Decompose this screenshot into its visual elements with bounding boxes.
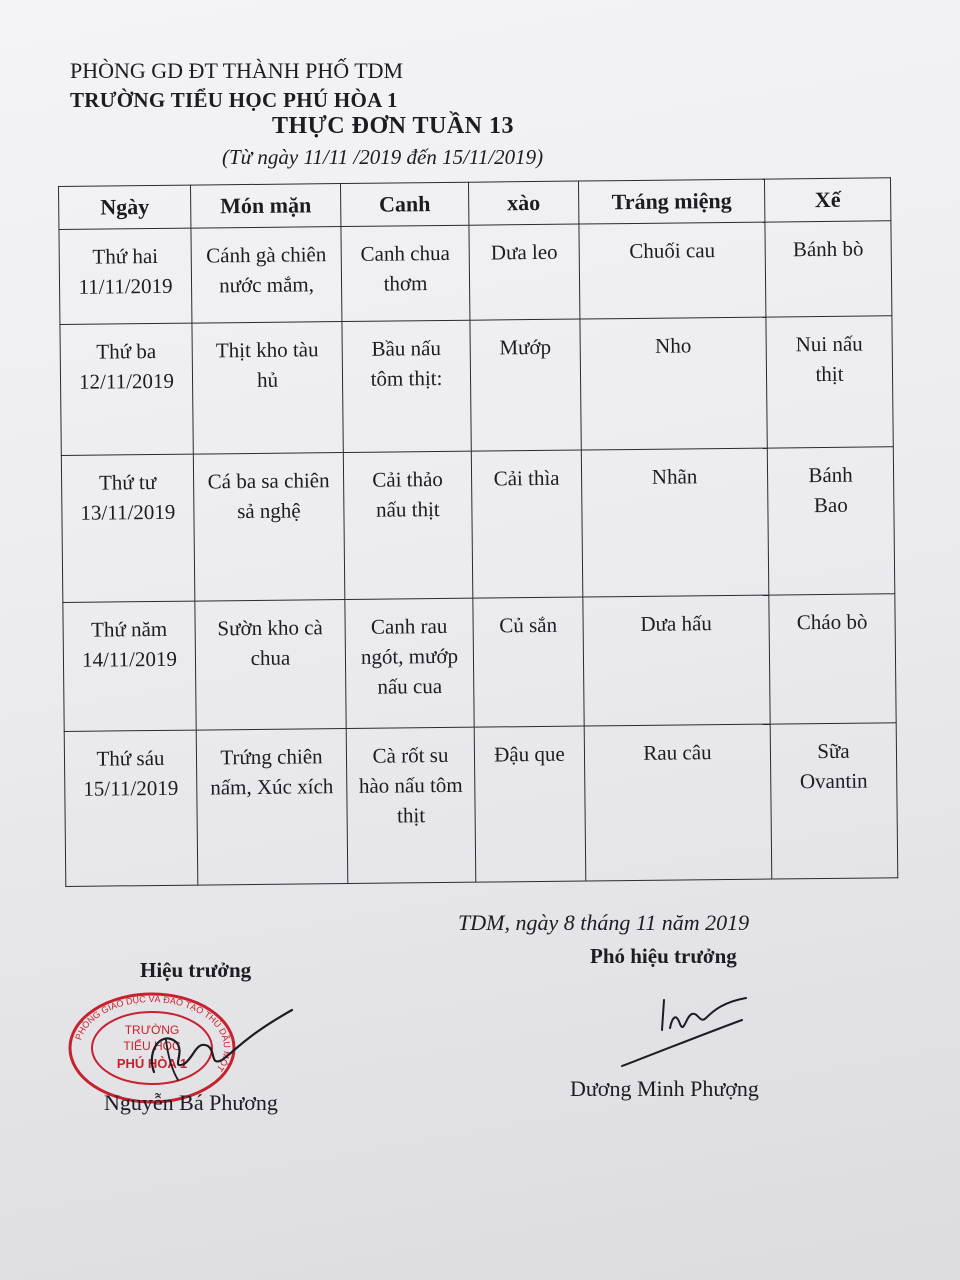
page-title: THỰC ĐƠN TUẦN 13 xyxy=(272,113,515,139)
dessert-text: Chuối cau xyxy=(629,238,716,264)
main-dish-text: hủ xyxy=(256,367,279,392)
snack-text: Cháo bò xyxy=(796,609,868,635)
column-header-day: Ngày xyxy=(59,185,191,229)
soup-cell xyxy=(342,320,471,452)
principal-name: Nguyễn Bá Phương xyxy=(104,1090,278,1115)
dessert-text: Nho xyxy=(654,333,692,358)
stamp-text-line-2: TIỂU HỌC xyxy=(123,1039,181,1053)
date-range: (Từ ngày 11/11 /2019 đến 15/11/2019) xyxy=(222,145,544,169)
main-dish-text: Cánh gà chiên xyxy=(206,242,327,268)
stir-fry-text: Củ sắn xyxy=(499,612,558,638)
table-row xyxy=(60,316,893,456)
dessert-cell xyxy=(581,448,769,597)
snack-cell xyxy=(767,447,895,595)
weekday-label: Thứ tư xyxy=(98,469,157,495)
main-dish-text: Thịt kho tàu xyxy=(215,337,319,363)
soup-text: thơm xyxy=(383,271,428,296)
stir-fry-cell xyxy=(469,224,580,320)
soup-text: Cải thảo xyxy=(372,466,443,492)
date-label: 11/11/2019 xyxy=(78,273,173,299)
snack-text: thịt xyxy=(815,361,844,387)
table-row xyxy=(64,723,898,887)
weekday-label: Thứ sáu xyxy=(96,745,165,771)
soup-text: nấu cua xyxy=(377,674,443,699)
dessert-cell xyxy=(579,222,766,319)
snack-cell xyxy=(769,594,896,724)
stir-fry-text: Dưa leo xyxy=(490,239,558,265)
table-row xyxy=(59,221,892,325)
day-cell xyxy=(59,228,192,324)
snack-text: Sữa xyxy=(817,738,850,764)
main-dish-text: sả nghệ xyxy=(236,498,301,524)
day-cell xyxy=(60,323,193,455)
soup-cell xyxy=(345,598,474,728)
menu-table-wrapper xyxy=(58,177,898,887)
main-dish-cell xyxy=(196,729,348,886)
snack-cell xyxy=(770,723,898,879)
stamp-text-line-1: TRƯỜNG xyxy=(124,1023,180,1037)
date-label: 12/11/2019 xyxy=(78,368,175,394)
main-dish-text: nấm, Xúc xích xyxy=(210,774,334,800)
snack-text: Ovantin xyxy=(799,768,868,794)
soup-cell xyxy=(346,727,476,883)
column-header-snack: Xế xyxy=(764,178,890,222)
menu-table-body xyxy=(59,221,898,887)
column-header-main-dish: Món mặn xyxy=(190,184,340,229)
soup-text: Canh rau xyxy=(370,613,448,639)
school-name: TRƯỜNG TIỂU HỌC PHÚ HÒA 1 xyxy=(70,88,398,112)
dessert-cell xyxy=(583,595,770,726)
snack-text: Bao xyxy=(813,492,848,518)
weekday-label: Thứ hai xyxy=(92,243,159,269)
snack-text: Bánh bò xyxy=(792,236,864,262)
stir-fry-cell xyxy=(470,319,581,451)
snack-cell xyxy=(766,316,893,448)
snack-text: Bánh xyxy=(808,462,853,488)
vice-principal-name: Dương Minh Phượng xyxy=(570,1076,759,1101)
soup-text: tôm thịt: xyxy=(370,365,443,391)
department-name: PHÒNG GD ĐT THÀNH PHỐ TDM xyxy=(70,58,404,83)
principal-title: Hiệu trưởng xyxy=(140,958,252,982)
weekday-label: Thứ năm xyxy=(90,616,168,642)
stir-fry-text: Cải thìa xyxy=(493,465,560,491)
dessert-cell xyxy=(580,317,767,450)
dessert-cell xyxy=(584,724,772,881)
main-dish-text: Cá ba sa chiên xyxy=(207,468,330,494)
soup-text: Cà rốt su xyxy=(372,742,449,768)
main-dish-text: Sườn kho cà xyxy=(217,615,323,641)
main-dish-cell xyxy=(191,227,342,324)
vice-principal-title: Phó hiệu trưởng xyxy=(590,944,737,968)
column-header-soup: Canh xyxy=(340,182,468,226)
day-cell xyxy=(64,730,198,886)
main-dish-text: nước mắm, xyxy=(219,272,315,298)
soup-text: nấu thịt xyxy=(375,497,440,522)
stamp-ring-text: PHÒNG GIÁO DỤC VÀ ĐÀO TẠO THỦ DẦU MỘT xyxy=(73,993,233,1074)
day-cell xyxy=(63,601,196,731)
soup-text: Canh chua xyxy=(360,240,450,266)
main-dish-text: Trứng chiên xyxy=(220,744,323,770)
main-dish-text: chua xyxy=(250,645,291,671)
main-dish-cell xyxy=(192,322,343,455)
soup-text: Bầu nấu xyxy=(371,335,442,361)
dessert-text: Dưa hấu xyxy=(640,611,712,636)
dessert-text: Rau câu xyxy=(643,740,712,765)
snack-cell xyxy=(765,221,892,317)
date-label: 14/11/2019 xyxy=(81,646,178,672)
stir-fry-text: Mướp xyxy=(499,334,552,360)
main-dish-cell xyxy=(195,600,346,731)
menu-table xyxy=(58,177,898,887)
signing-date: TDM, ngày 8 tháng 11 năm 2019 xyxy=(458,910,750,935)
column-header-stir-fry: xào xyxy=(468,181,578,225)
soup-text: hào nấu tôm xyxy=(358,772,463,798)
table-row xyxy=(61,447,894,603)
date-label: 15/11/2019 xyxy=(83,775,179,801)
soup-text: ngót, mướp xyxy=(360,643,459,669)
dessert-text: Nhãn xyxy=(651,464,698,489)
stir-fry-cell xyxy=(474,726,586,882)
table-row xyxy=(63,594,896,732)
soup-cell xyxy=(343,451,473,599)
snack-text: Nui nấu xyxy=(795,331,863,357)
soup-cell xyxy=(341,225,470,321)
stamp-outer-ring xyxy=(70,994,234,1102)
stamp-inner-ring xyxy=(92,1012,212,1084)
weekday-label: Thứ ba xyxy=(96,338,157,364)
soup-text: thịt xyxy=(396,803,426,828)
stamp-text-line-3: PHÚ HÒA 1 xyxy=(116,1056,188,1071)
stir-fry-cell xyxy=(473,597,584,727)
vice-principal-signature xyxy=(614,990,764,1070)
stir-fry-cell xyxy=(471,450,583,598)
stir-fry-text: Đậu que xyxy=(494,741,565,767)
date-label: 13/11/2019 xyxy=(80,499,176,525)
school-seal-stamp xyxy=(66,990,238,1106)
main-dish-cell xyxy=(193,453,345,602)
column-header-dessert: Tráng miệng xyxy=(578,179,764,224)
principal-signature xyxy=(96,1000,296,1090)
day-cell xyxy=(61,454,195,602)
